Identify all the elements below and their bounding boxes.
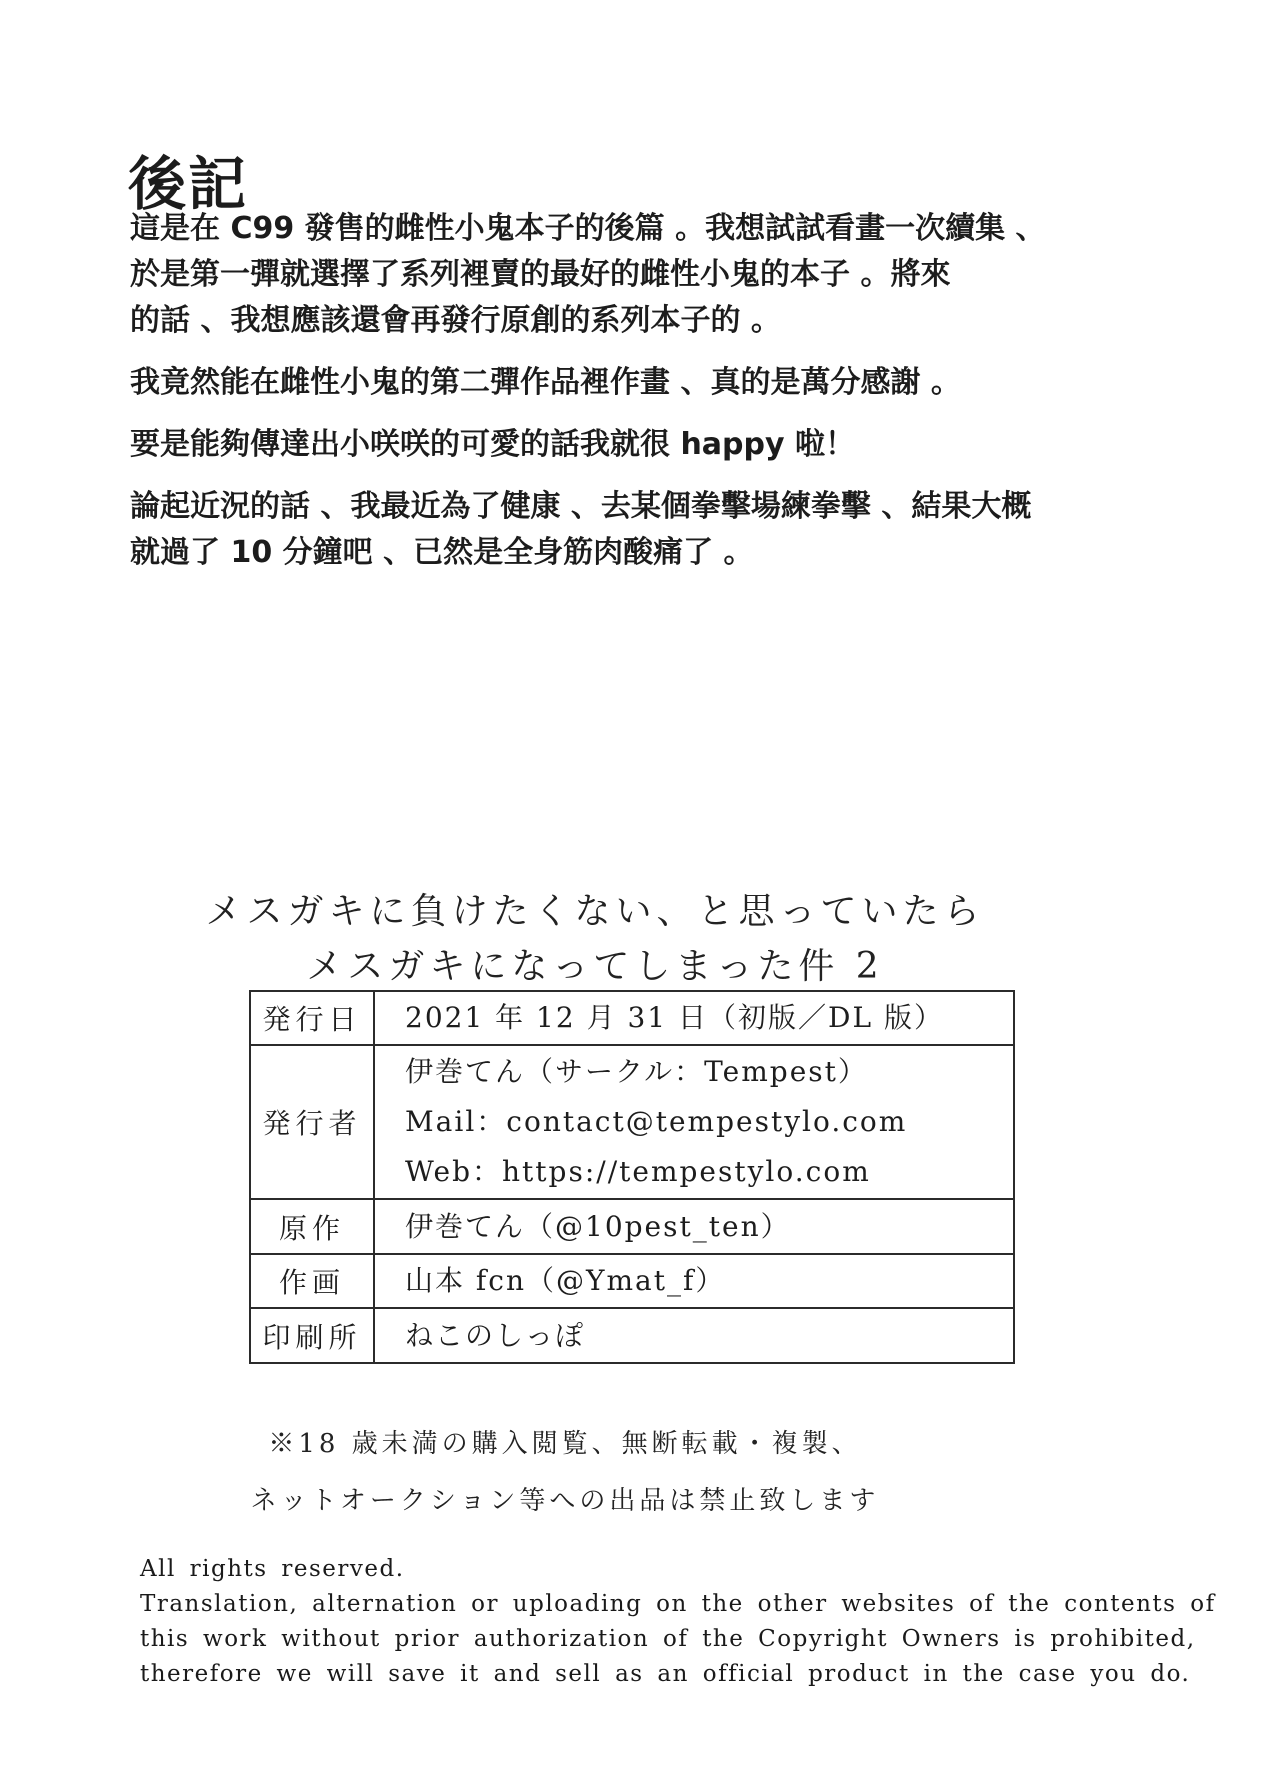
afterword-line: 的話 、我想應該還會再發行原創的系列本子的 。 — [130, 303, 781, 338]
row-value-line: 伊巻てん（@10pest_ten） — [405, 1209, 791, 1243]
row-label: 作画 — [250, 1254, 374, 1308]
afterword-line: 論起近況的話 、我最近為了健康 、去某個拳擊場練拳擊 、結果大概 — [130, 489, 1032, 524]
copyright-block — [140, 1552, 1240, 1692]
colophon-table — [249, 990, 1015, 1364]
row-value-line: ねこのしっぽ — [405, 1318, 586, 1352]
page-title: 後記 — [128, 149, 249, 218]
table-row-printer — [250, 1308, 1014, 1363]
row-value — [374, 1045, 1014, 1199]
row-value-line: 伊巻てん（サークル：Tempest） — [405, 1055, 868, 1088]
row-value-line: 2021 年 12 月 31 日（初版／DL 版） — [405, 1001, 944, 1034]
table-row-publish-date — [250, 991, 1014, 1045]
row-value — [374, 991, 1014, 1045]
afterword-line: 這是在 C99 發售的雌性小鬼本子的後篇 。我想試試看畫一次續集 、 — [130, 211, 1046, 246]
doujin-title — [0, 884, 1190, 994]
copyright-line: All rights reserved. — [140, 1556, 405, 1582]
copyright-line: Translation, alternation or uploading on the other websites of the contents of — [140, 1591, 1216, 1617]
copyright-line: this work without prior authorization of the Copyright Owners is prohibited, — [140, 1626, 1196, 1652]
row-label: 発行日 — [250, 991, 374, 1045]
copyright-line: therefore we will save it and sell as an official product in the case you do. — [140, 1661, 1191, 1687]
afterword-paragraph — [130, 422, 1150, 468]
row-value — [374, 1254, 1014, 1308]
afterword-line: 要是能夠傳達出小咲咲的可愛的話我就很 happy 啦！ — [130, 427, 855, 462]
notice-line: ※18 歳未満の購入閲覧、無断転載・複製、 — [268, 1429, 862, 1459]
row-label: 原作 — [250, 1199, 374, 1254]
age-restriction-notice — [0, 1416, 1130, 1530]
afterword-line: 我竟然能在雌性小鬼的第二彈作品裡作畫 、真的是萬分感謝 。 — [130, 365, 961, 400]
doujin-title-line: メスガキに負けたくない、と思っていたら — [205, 891, 985, 932]
afterword-body — [130, 206, 1150, 592]
row-value — [374, 1199, 1014, 1254]
table-row-artist — [250, 1254, 1014, 1308]
row-label: 発行者 — [250, 1045, 374, 1199]
row-label: 印刷所 — [250, 1308, 374, 1363]
afterword-paragraph — [130, 206, 1150, 344]
row-value-line: Mail：contact@tempestylo.com — [405, 1105, 908, 1138]
table-row-original-work — [250, 1199, 1014, 1254]
afterword-line: 就過了 10 分鐘吧 、已然是全身筋肉酸痛了 。 — [130, 535, 754, 570]
row-value-line: Web：https://tempestylo.com — [405, 1155, 871, 1188]
row-value-line: 山本 fcn（@Ymat_f） — [405, 1264, 726, 1297]
table-row-publisher — [250, 1045, 1014, 1199]
afterword-line: 於是第一彈就選擇了系列裡賣的最好的雌性小鬼的本子 。將來 — [130, 257, 951, 292]
row-value — [374, 1308, 1014, 1363]
notice-line: ネットオークション等への出品は禁止致します — [250, 1486, 880, 1516]
afterword-paragraph — [130, 484, 1150, 576]
afterword-paragraph — [130, 360, 1150, 406]
doujin-title-line: メスガキになってしまった件 2 — [306, 946, 884, 987]
